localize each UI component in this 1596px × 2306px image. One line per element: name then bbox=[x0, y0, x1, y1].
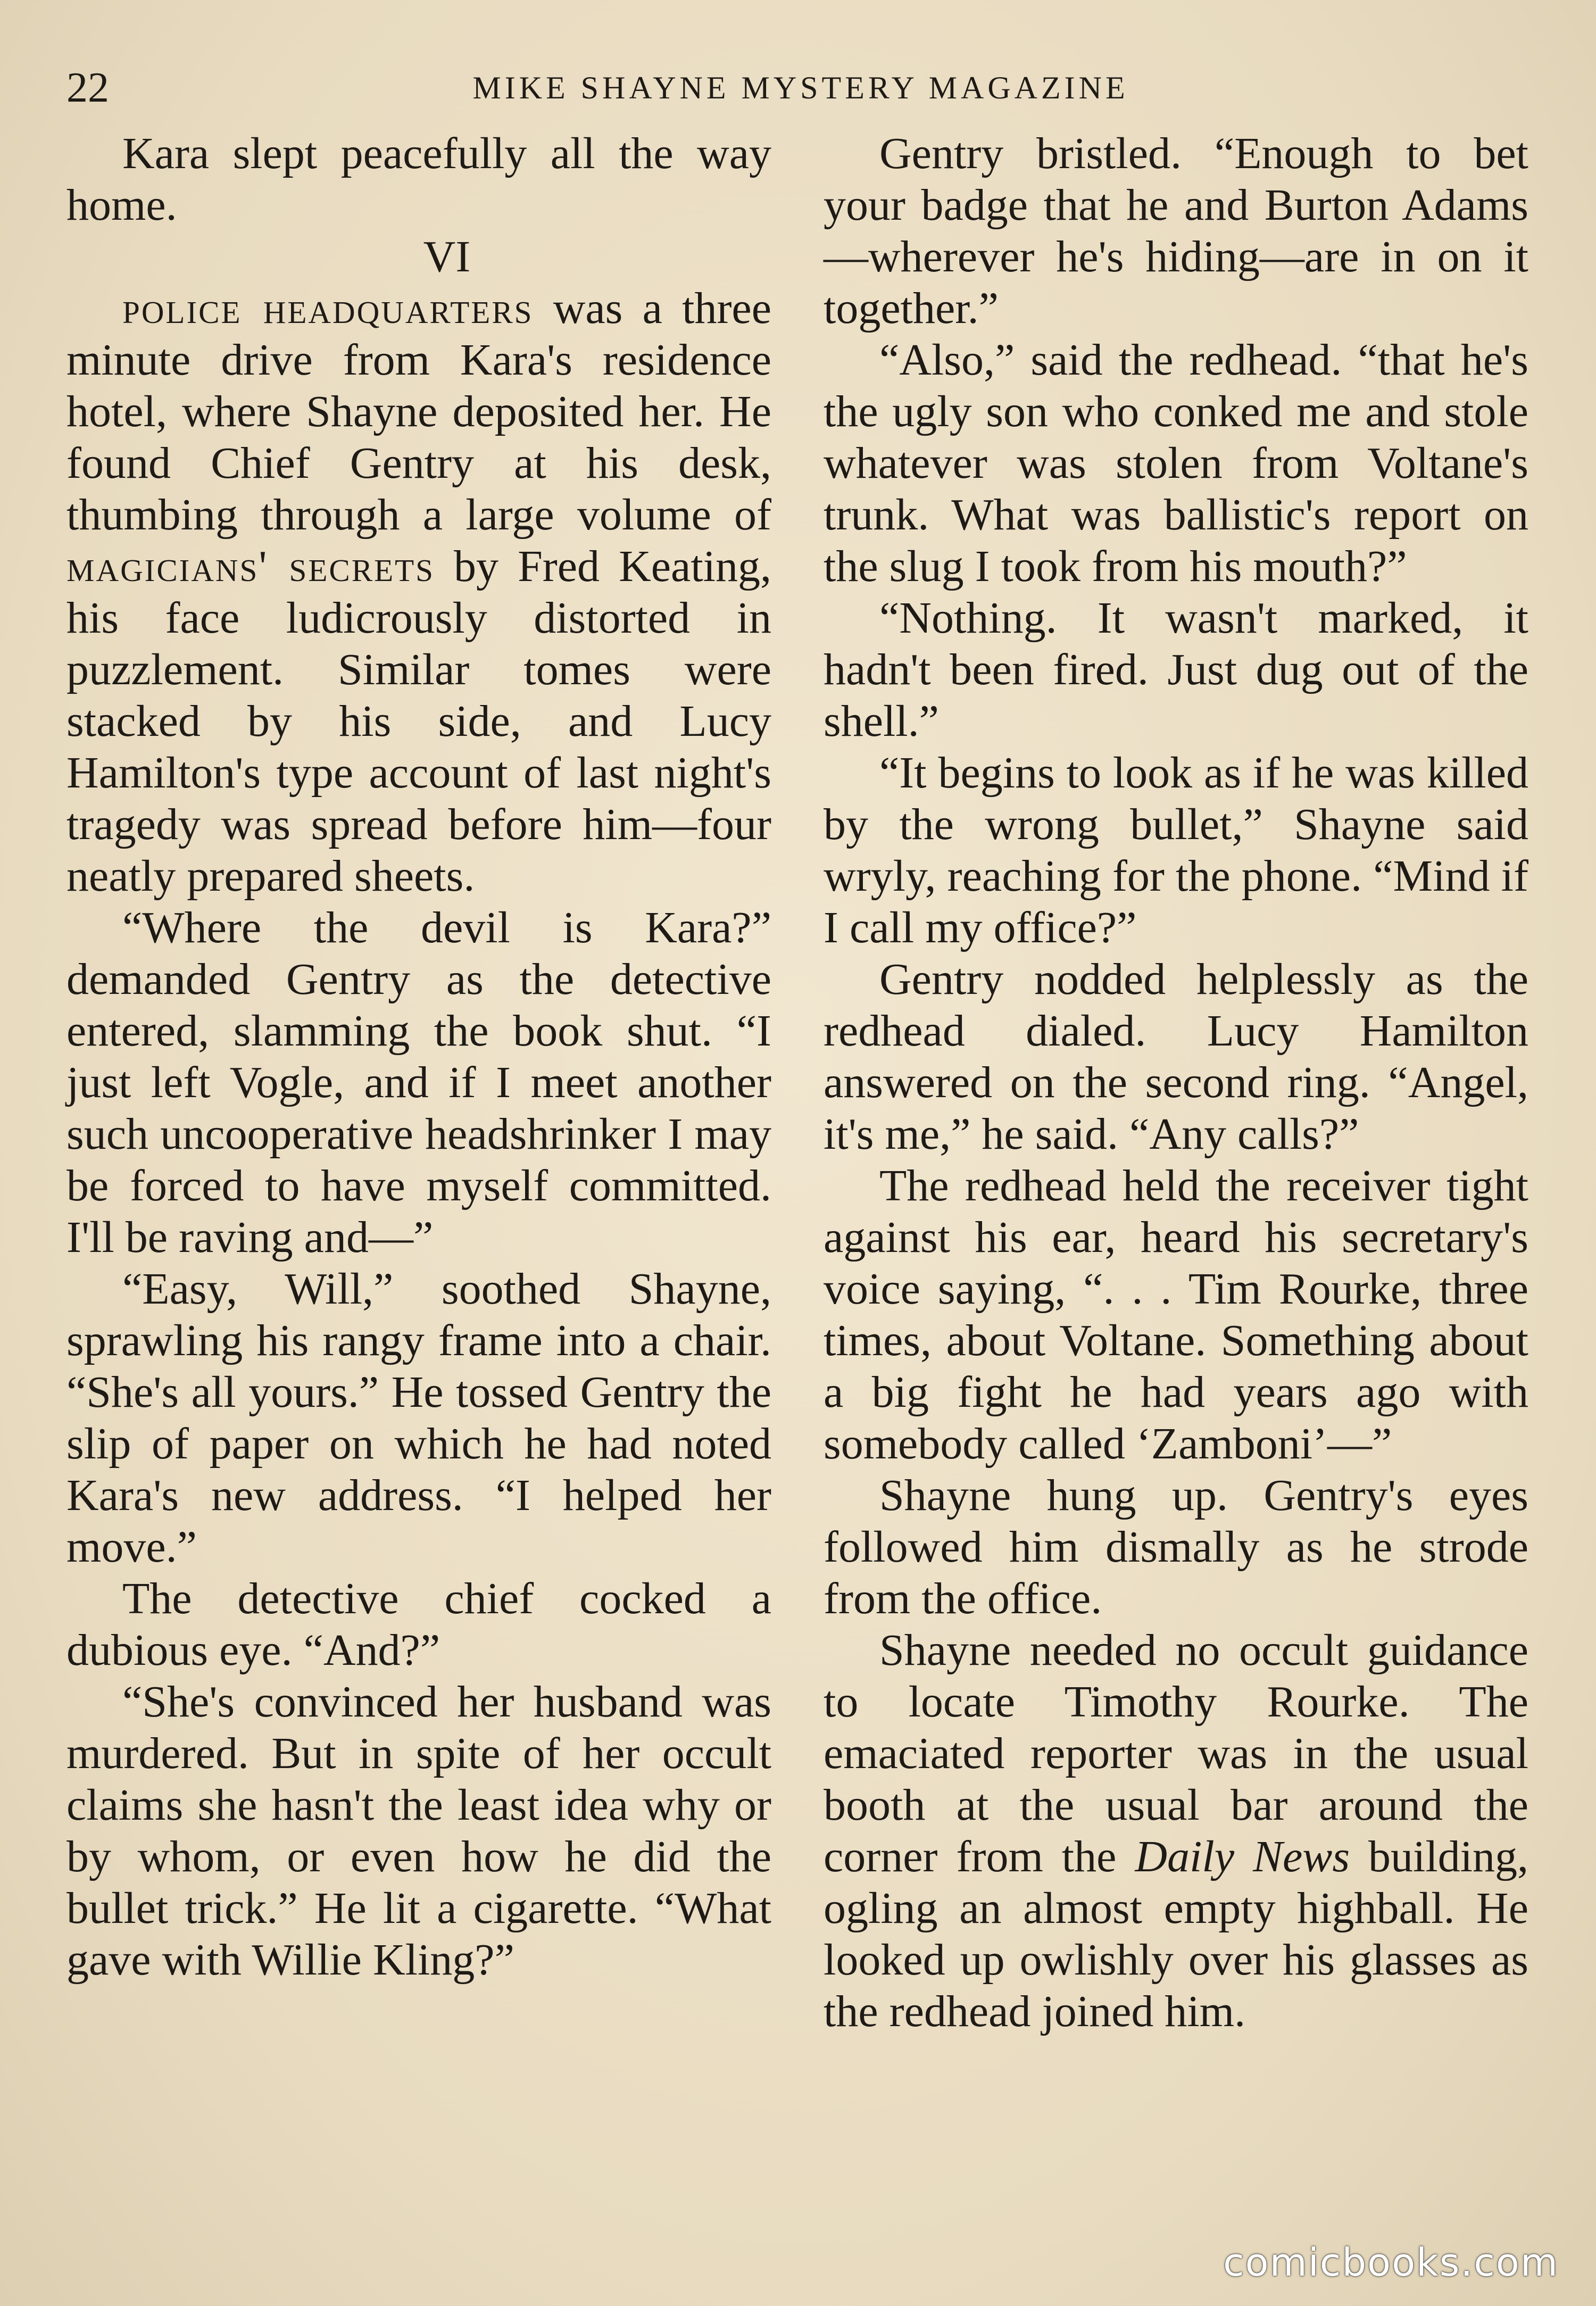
watermark: comicbooks.com bbox=[1223, 2240, 1559, 2285]
paragraph: “Easy, Will,” soothed Shayne, sprawling his rangy frame into a chair. “She's all yours.” He tossed Gentry the slip of paper on which he had noted Kara's new address. “I helped her move.” bbox=[66, 1264, 771, 1572]
section-number: VI bbox=[423, 232, 471, 281]
paragraph: The detective chief cocked a dubious eye. “And?” bbox=[66, 1574, 771, 1675]
right-column bbox=[824, 128, 1528, 2037]
smallcaps-lead: police headquarters bbox=[122, 284, 534, 333]
paragraph: Kara slept peacefully all the way home. bbox=[66, 129, 771, 230]
text-run: building, ogling an almost empty highball. He looked up owlishly over his glasses as the redhead joined him. bbox=[824, 1832, 1529, 2036]
paragraph: “Also,” said the redhead. “that he's the ugly son who conked me and stole whatever was stolen from Voltane's trunk. What was ballistic's report on the slug I took from his mouth?” bbox=[824, 335, 1528, 591]
paragraph bbox=[824, 1624, 1528, 2037]
paragraph: “It begins to look as if he was killed by the wrong bullet,” Shayne said wryly, reaching for the phone. “Mind if I call my office?” bbox=[824, 748, 1528, 952]
text-run: was a three minute drive from Kara's residence hotel, where Shayne deposited her. He found Chief Gentry at his desk, thumbing through a large volume of bbox=[66, 284, 771, 540]
page-header bbox=[66, 59, 1535, 117]
left-column bbox=[66, 128, 771, 1986]
running-head: MIKE SHAYNE MYSTERY MAGAZINE bbox=[472, 70, 1129, 105]
paragraph: Gentry bristled. “Enough to bet your badge that he and Burton Adams—wherever he's hiding—are in on it together.” bbox=[824, 129, 1528, 333]
paragraph: Shayne hung up. Gentry's eyes followed him dismally as he strode from the office. bbox=[824, 1471, 1528, 1623]
paragraph bbox=[66, 283, 771, 902]
book-title: magicians' secrets bbox=[66, 542, 435, 591]
paragraph: “She's convinced her husband was murdered. But in spite of her occult claims she hasn't the least idea why or by whom, or even how he did the bullet trick.” He lit a cigarette. “What gave with Willie Kling?” bbox=[66, 1677, 771, 1985]
paragraph: Gentry nodded helplessly as the redhead dialed. Lucy Hamilton answered on the second ring. “Angel, it's me,” he said. “Any calls?” bbox=[824, 955, 1528, 1159]
text-run: by Fred Keating, his face ludicrously distorted in puzzlement. Similar tomes were stacked by his side, and Lucy Hamilton's type account of last night's tragedy was spread before him—four neatly prepared sheets. bbox=[66, 542, 771, 901]
paragraph: “Nothing. It wasn't marked, it hadn't been fired. Just dug out of the shell.” bbox=[824, 593, 1528, 746]
page-number: 22 bbox=[66, 64, 109, 111]
paragraph: The redhead held the receiver tight against his ear, heard his secretary's voice saying, “. . . Tim Rourke, three times, about Voltane. Something about a big fight he had years ago with somebody called ‘Zamboni’—” bbox=[824, 1161, 1528, 1469]
paragraph: “Where the devil is Kara?” demanded Gentry as the detective entered, slamming the book shut. “I just left Vogle, and if I meet another such uncooperative headshrinker I may be forced to have myself committed. I'll be raving and—” bbox=[66, 903, 771, 1262]
text-run: Shayne needed no occult guidance to locate Timothy Rourke. The emaciated reporter was in the usual booth at the usual bar around the corner from the bbox=[824, 1625, 1528, 1881]
newspaper-title: Daily News bbox=[1135, 1832, 1350, 1881]
